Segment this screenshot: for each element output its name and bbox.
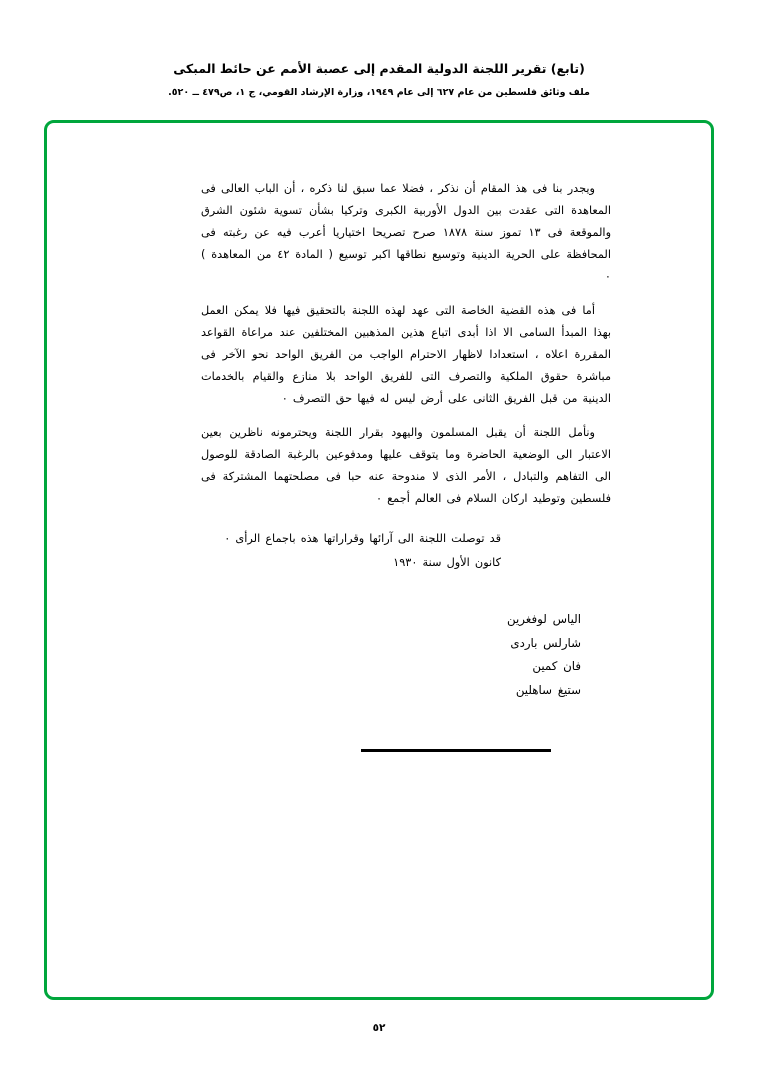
- closing-line: قد توصلت اللجنة الى آرائها وقراراتها هذه باجماع الرأى ٠: [224, 532, 501, 546]
- signature-line: ستيغ ساهلين: [515, 683, 581, 698]
- header-title: (تابع) تقرير اللجنة الدولية المقدم إلى عصبة الأمم عن حائط المبكى: [173, 61, 585, 76]
- content-frame: [44, 120, 714, 1000]
- paragraph: أما فى هذه القضية الخاصة التى عهد لهذه اللجنة بالتحقيق فيها فلا يمكن العمل بهذا المبدأ السامى الا اذا أبدى اتباع هذين المذهبين المختلفين عند مراعاة القواعد المقررة اعلاه ، استعدادا لاظهار الاحترام الواجب من الفريق الواحد نحو الآخر فى مباشرة حقوق الملكية والتصرف التى للفريق الواحد بلا منازع والقيام بالخدمات الدينية من قبل الفريق الثانى على أرض ليس له فيها حق التصرف ٠: [201, 304, 611, 406]
- signature-line: شارلس باردى: [510, 635, 581, 650]
- signature-line: فان كمين: [532, 659, 581, 674]
- page-number: ٥٢: [372, 1022, 386, 1034]
- signature-block: [201, 608, 611, 702]
- header-subtitle: ملف وثائق فلسطين من عام ٦٢٧ إلى عام ١٩٤٩، وزارة الإرشاد القومي، ج ١، ص٤٧٩ ــ ٥٢٠.: [168, 86, 590, 98]
- page-header: [0, 0, 758, 98]
- signature-line: الياس لوفغرين: [507, 612, 581, 627]
- paragraph: ونأمل اللجنة أن يقبل المسلمون واليهود بقرار اللجنة ويحترمونه ناظرين بعين الاعتبار الى الوضعية الحاضرة وما يتوقف عليها ومدفوعين بالرغبة الصادقة للوصول الى التفاهم والتبادل ، الأمر الذى لا مندوحة عنه حبا فى مصلحتهما المشتركة فى فلسطين وتوطيد اركان السلام فى العالم أجمع ٠: [201, 426, 611, 506]
- horizontal-rule: [361, 749, 551, 752]
- body-text: [201, 178, 611, 752]
- date-line: كانون الأول سنة ١٩٣٠: [393, 556, 501, 570]
- paragraph: ويجدر بنا فى هذ المقام أن نذكر ، فضلا عما سبق لنا ذكره ، أن الباب العالى فى المعاهدة التى عقدت بين الدول الأوربية الكبرى وتركيا بشأن تسوية شئون الشرق والموقعة فى ١٣ تموز سنة ١٨٧٨ صرح تصريحا اختياريا أعرب فيه عن رغبته فى المحافظة على الحرية الدينية وتوسيع نطاقها اكبر توسيع ( المادة ٤٢ من المعاهدة ) ٠: [201, 182, 612, 284]
